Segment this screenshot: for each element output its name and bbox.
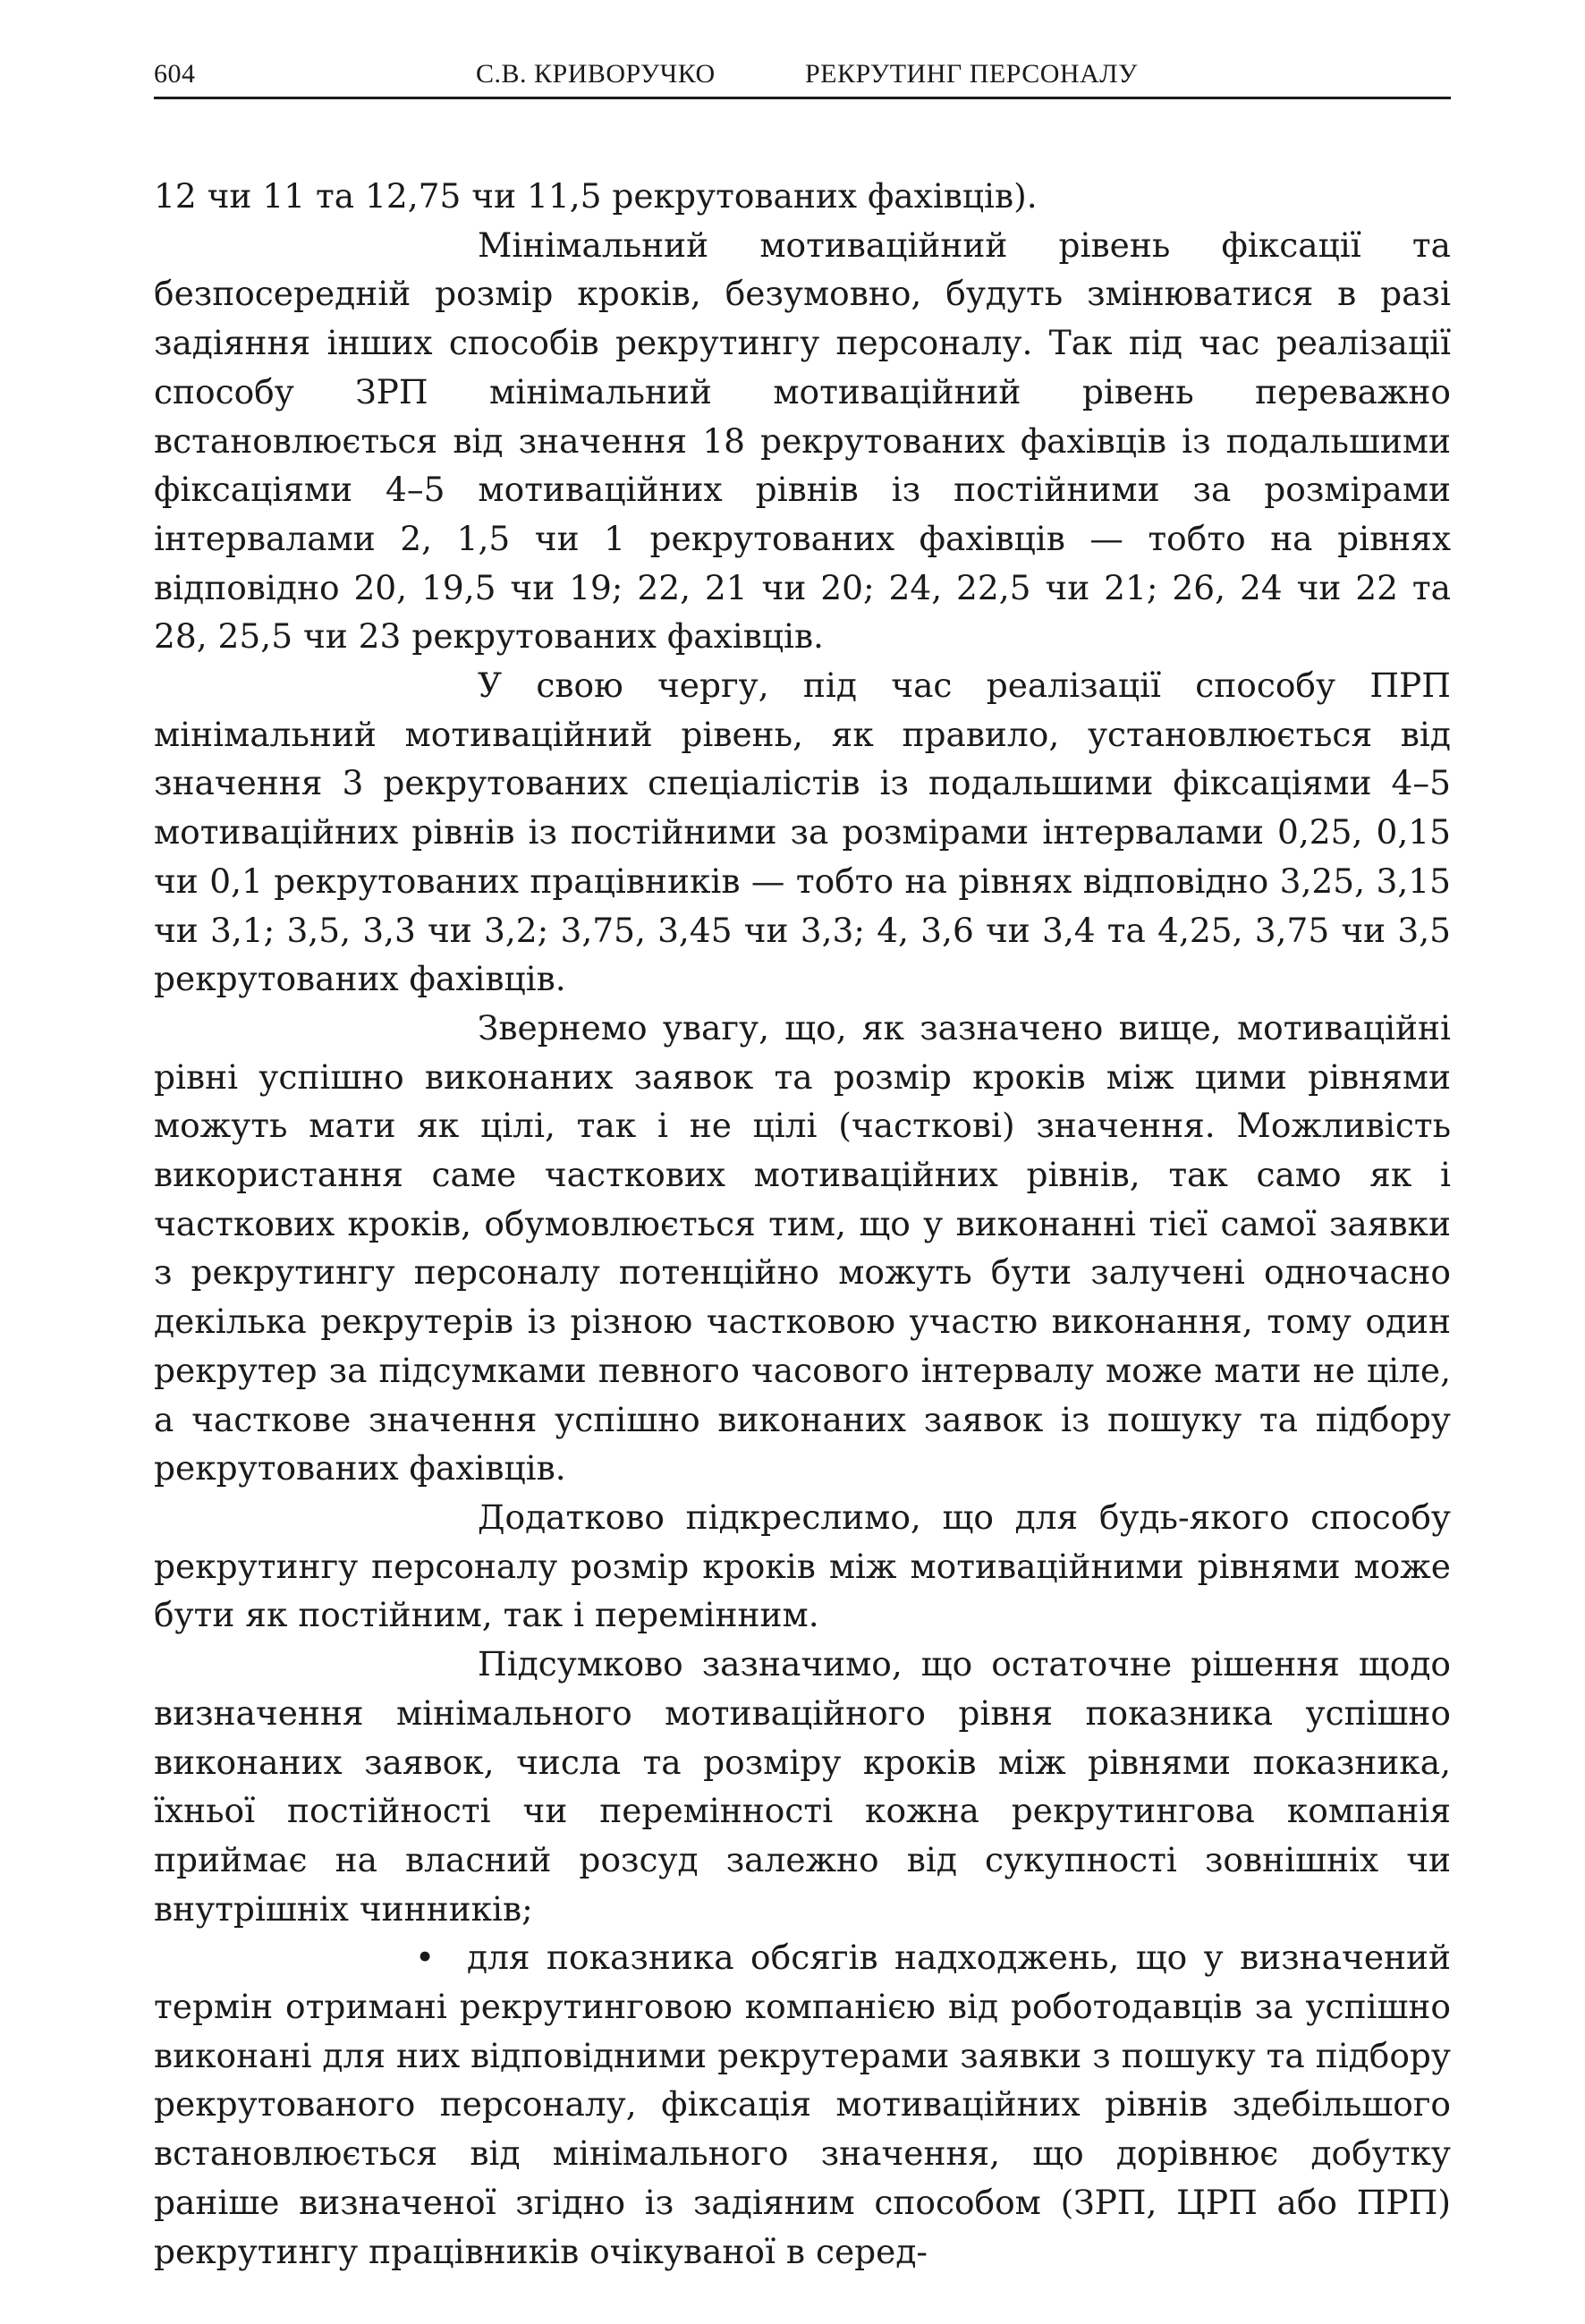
paragraph: У свою чергу, під час реалізації способу ПРП мінімальний мотиваційний рівень, як правило, установлюється від значення 3 рекрутованих спеціалістів із подальшими фіксаціями 4–5 мотиваційних рівнів із постійними за розмірами інтервалами 0,25, 0,15 чи 0,1 рекрутованих працівників — тобто на рівнях відповідно 3,25, 3,15 чи 3,1; 3,5, 3,3 чи 3,2; 3,75, 3,45 чи 3,3; 4, 3,6 чи 3,4 та 4,25, 3,75 чи 3,5 рекрутованих фахівців. [154, 666, 1451, 999]
paragraph: Підсумково зазначимо, що остаточне рішення щодо визначення мінімального мотиваційного рівня показника успішно виконаних заявок, числа та розміру кроків між рівнями показника, їхньої постійності чи перемінності кожна рекрутингова компанія приймає на власний розсуд залежно від сукупності зовнішніх чи внутрішніх чинників; [154, 1644, 1451, 1929]
page-number: 604 [154, 59, 196, 89]
running-header [154, 55, 1451, 99]
bullet-text: для показника обсягів надходжень, що у визначений термін отримані рекрутинговою компанією від роботодавців за успішно виконані для них відповідними рекрутерами заявки з пошуку та підбору рекрутованого персоналу, фіксація мотиваційних рівнів здебільшого встановлюється від мінімального значення, що дорівнює добутку раніше визначеної згідно із задіяним способом (ЗРП, ЦРП або ПРП) рекрутингу працівників очікуваної в серед- [154, 1938, 1451, 2271]
paragraph: Мінімальний мотиваційний рівень фіксації та безпосередній розмір кроків, безумовно, будуть змінюватися в разі задіяння інших способів рекрутингу персоналу. Так під час реалізації способу ЗРП мінімальний мотиваційний рівень переважно встановлюється від значення 18 рекрутованих фахівців із подальшими фіксаціями 4–5 мотиваційних рівнів із постійними за розмірами інтервалами 2, 1,5 чи 1 рекрутованих фахівців — тобто на рівнях відповідно 20, 19,5 чи 19; 22, 21 чи 20; 24, 22,5 чи 21; 26, 24 чи 22 та 28, 25,5 чи 23 рекрутованих фахівців. [154, 225, 1451, 657]
paragraph: Додатково підкреслимо, що для будь-якого способу рекрутингу персоналу розмір кроків між мотиваційними рівнями може бути як постійним, так і перемінним. [154, 1497, 1451, 1635]
paragraph-continuation: 12 чи 11 та 12,75 чи 11,5 рекрутованих фахівців). [154, 176, 1038, 216]
paragraph: Звернемо увагу, що, як зазначено вище, мотиваційні рівні успішно виконаних заявок та розмір кроків між цими рівнями можуть мати як цілі, так і не цілі (часткові) значення. Можливість використання саме часткових мотиваційних рівнів, так само як і часткових кроків, обумовлюється тим, що у виконанні тієї самої заявки з рекрутингу персоналу потенційно можуть бути залучені одночасно декілька рекрутерів із різною частковою участю виконання, тому один рекрутер за підсумками певного часового інтервалу може мати не ціле, а часткове значення успішно виконаних заявок із пошуку та підбору рекрутованих фахівців. [154, 1007, 1451, 1489]
body-text [154, 172, 1451, 2276]
bullet-list-item [154, 1933, 1451, 2276]
bullet-mark: • [415, 1938, 436, 1978]
running-author: С.В. КРИВОРУЧКО [476, 59, 716, 89]
running-title: РЕКРУТИНГ ПЕРСОНАЛУ [805, 59, 1138, 89]
